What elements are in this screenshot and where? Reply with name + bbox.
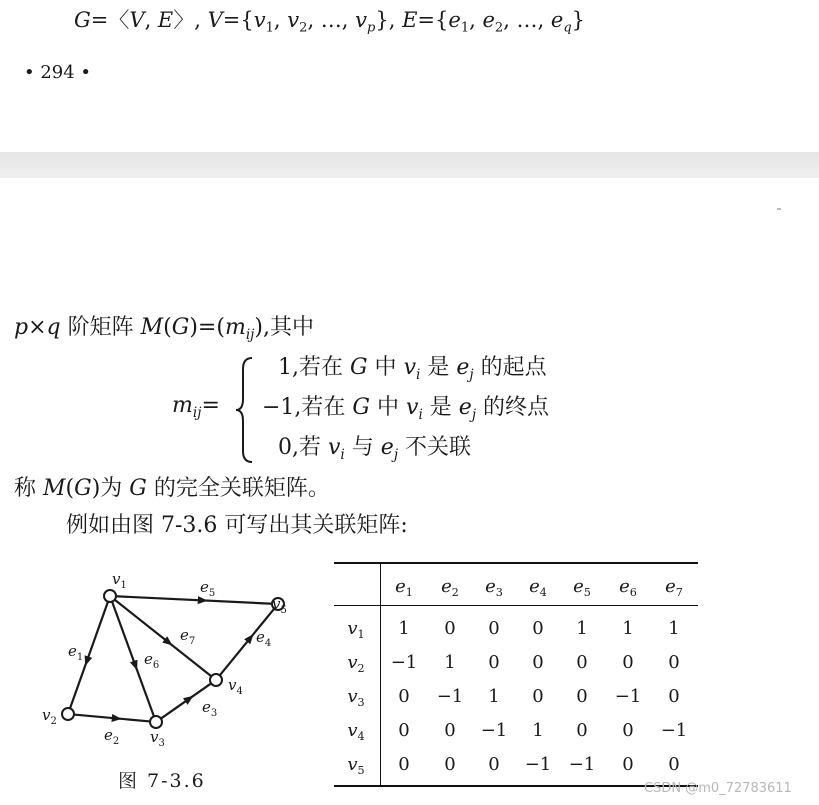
- row-header-v3: $v_3$: [347, 686, 365, 709]
- directed-graph-figure: [42, 560, 310, 760]
- matrix-cell: −1: [390, 652, 418, 673]
- edge-e2: [74, 715, 150, 722]
- vertex-label-v4: $v_4$: [228, 676, 243, 697]
- matrix-cell: 0: [622, 720, 634, 741]
- matrix-cell: 0: [532, 618, 544, 639]
- figure-caption: 图 7-3.6: [118, 770, 206, 792]
- page-number: • 294 •: [24, 62, 92, 83]
- matrix-cell: 0: [488, 652, 500, 673]
- matrix-cell: 0: [668, 652, 680, 673]
- table-header-rule: [334, 605, 698, 606]
- col-header-e3: $e_3$: [485, 576, 503, 599]
- col-header-e2: $e_2$: [441, 576, 459, 599]
- matrix-cell: 0: [576, 686, 588, 707]
- vertex-label-v3: $v_3$: [150, 728, 165, 749]
- row-header-v1: $v_1$: [347, 618, 365, 641]
- matrix-cell: 0: [532, 652, 544, 673]
- matrix-cell: −1: [660, 720, 688, 741]
- row-header-v2: $v_2$: [347, 652, 365, 675]
- matrix-cell: 0: [488, 618, 500, 639]
- matrix-cell: 1: [398, 618, 410, 639]
- edge-e7: [115, 600, 212, 677]
- matrix-cell: 1: [668, 618, 680, 639]
- edge-label-e6: $e_6$: [144, 650, 160, 671]
- page-gap: [0, 152, 819, 178]
- matrix-cell: 0: [444, 720, 456, 741]
- matrix-cell: −1: [436, 686, 464, 707]
- col-header-e4: $e_4$: [529, 576, 547, 599]
- edge-label-e4: $e_4$: [256, 628, 272, 649]
- page-mark: [777, 208, 781, 210]
- col-header-e5: $e_5$: [573, 576, 591, 599]
- matrix-cell: 0: [398, 720, 410, 741]
- top-formula-line: G=〈V, E〉, $V=\{v_1$, $v_2$, …, $v_p$}, $E=\{e_1$, $e_2$, …, $e_q$}: [74, 8, 586, 36]
- matrix-cell: 0: [576, 720, 588, 741]
- matrix-cell: 0: [444, 618, 456, 639]
- piecewise-lhs: $m_{ij}=$: [172, 393, 220, 421]
- matrix-cell: 0: [532, 686, 544, 707]
- matrix-cell: −1: [480, 720, 508, 741]
- vertex-label-v2: $v_2$: [42, 706, 57, 727]
- matrix-cell: 0: [444, 754, 456, 775]
- table-top-rule: [334, 562, 698, 564]
- vertex-label-v1: $v_1$: [112, 570, 127, 591]
- vertex-v4: [210, 674, 222, 686]
- matrix-cell: 0: [622, 652, 634, 673]
- row-header-v4: $v_4$: [347, 720, 365, 743]
- matrix-cell: 1: [488, 686, 500, 707]
- matrix-cell: 0: [488, 754, 500, 775]
- edge-arrow-e3: [187, 699, 189, 701]
- table-row-header-rule: [380, 562, 381, 787]
- matrix-cell: −1: [568, 754, 596, 775]
- edge-arrow-e4: [248, 638, 250, 640]
- edge-label-e3: $e_3$: [202, 698, 218, 719]
- curly-brace: [234, 355, 256, 465]
- matrix-cell: 1: [444, 652, 456, 673]
- row-header-v5: $v_5$: [347, 754, 365, 777]
- vertex-v3: [150, 716, 162, 728]
- matrix-cell: 0: [398, 686, 410, 707]
- matrix-cell: −1: [524, 754, 552, 775]
- edge-arrow-e7: [166, 641, 168, 643]
- edge-label-e2: $e_2$: [104, 726, 120, 747]
- matrix-cell: 0: [668, 754, 680, 775]
- case-start-point: 1,若在 G 中 $v_i$ 是 $e_j$ 的起点: [278, 355, 547, 383]
- matrix-cell: 0: [576, 652, 588, 673]
- vertex-label-v5: $v_5$: [272, 595, 287, 616]
- edge-label-e1: $e_1$: [68, 642, 84, 663]
- matrix-cell: 0: [668, 686, 680, 707]
- edge-arrow-e6: [134, 663, 135, 666]
- matrix-cell: −1: [614, 686, 642, 707]
- edge-label-e7: $e_7$: [180, 626, 196, 647]
- edge-e5: [116, 596, 272, 603]
- matrix-intro-line: p×q 阶矩阵 $M(G)=(m_{ij})$,其中: [14, 315, 314, 343]
- matrix-cell: 1: [576, 618, 588, 639]
- edge-label-e5: $e_5$: [200, 578, 216, 599]
- case-not-incident: 0,若 $v_i$ 与 $e_j$ 不关联: [278, 435, 472, 463]
- watermark: CSDN @m0_72783611: [644, 781, 792, 796]
- example-line: 例如由图 7-3.6 可写出其关联矩阵:: [66, 513, 408, 538]
- definition-line: 称 M(G)为 G 的完全关联矩阵。: [14, 476, 330, 501]
- edge-arrow-e1: [87, 658, 88, 661]
- col-header-e7: $e_7$: [665, 576, 683, 599]
- matrix-cell: 0: [398, 754, 410, 775]
- matrix-cell: 1: [622, 618, 634, 639]
- vertex-v2: [62, 708, 74, 720]
- case-end-point: −1,若在 G 中 $v_i$ 是 $e_j$ 的终点: [262, 395, 550, 423]
- col-header-e1: $e_1$: [395, 576, 413, 599]
- matrix-cell: 0: [622, 754, 634, 775]
- col-header-e6: $e_6$: [619, 576, 637, 599]
- vertex-v1: [104, 590, 116, 602]
- matrix-cell: 1: [532, 720, 544, 741]
